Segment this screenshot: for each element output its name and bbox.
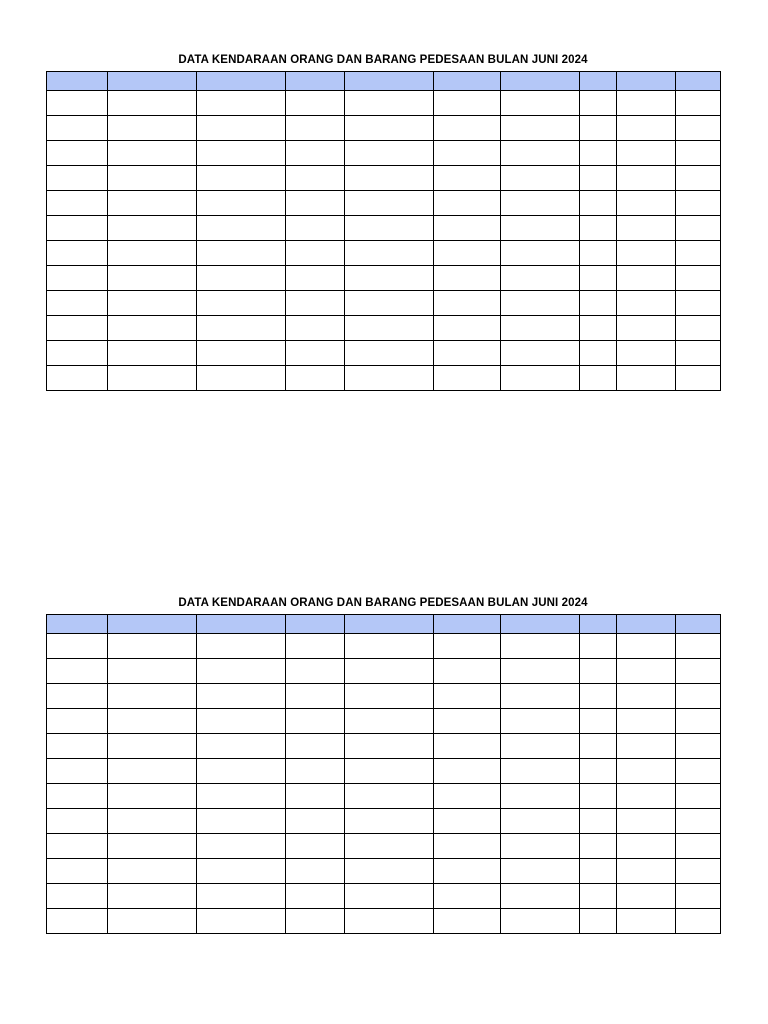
table-cell[interactable]	[197, 266, 286, 291]
table-cell[interactable]	[108, 316, 197, 341]
table-cell[interactable]	[47, 834, 108, 859]
table-cell[interactable]	[617, 859, 676, 884]
table-cell[interactable]	[501, 884, 580, 909]
table-cell[interactable]	[501, 141, 580, 166]
table-cell[interactable]	[108, 709, 197, 734]
table-cell[interactable]	[108, 191, 197, 216]
table-cell[interactable]	[501, 834, 580, 859]
table-cell[interactable]	[286, 834, 345, 859]
table-cell[interactable]	[286, 759, 345, 784]
table-cell[interactable]	[580, 141, 617, 166]
table-cell[interactable]	[501, 709, 580, 734]
table-cell[interactable]	[580, 784, 617, 809]
table-cell[interactable]	[434, 709, 501, 734]
table-cell[interactable]	[580, 634, 617, 659]
table-cell[interactable]	[197, 241, 286, 266]
table-cell[interactable]	[676, 291, 721, 316]
table-cell[interactable]	[580, 116, 617, 141]
table-cell[interactable]	[286, 266, 345, 291]
table-cell[interactable]	[108, 834, 197, 859]
table-cell[interactable]	[286, 784, 345, 809]
table-cell[interactable]	[617, 241, 676, 266]
table-cell[interactable]	[345, 634, 434, 659]
header-cell[interactable]	[345, 72, 434, 91]
table-cell[interactable]	[47, 266, 108, 291]
table-cell[interactable]	[434, 316, 501, 341]
table-cell[interactable]	[434, 241, 501, 266]
table-cell[interactable]	[197, 216, 286, 241]
header-cell[interactable]	[286, 72, 345, 91]
table-cell[interactable]	[286, 191, 345, 216]
table-cell[interactable]	[501, 166, 580, 191]
table-cell[interactable]	[108, 166, 197, 191]
table-cell[interactable]	[108, 909, 197, 934]
table-row	[47, 709, 721, 734]
table-cell[interactable]	[345, 709, 434, 734]
header-cell[interactable]	[501, 615, 580, 634]
table-cell[interactable]	[580, 366, 617, 391]
table-cell[interactable]	[197, 809, 286, 834]
table-cell[interactable]	[617, 141, 676, 166]
table-cell[interactable]	[108, 659, 197, 684]
table-cell[interactable]	[434, 659, 501, 684]
table-cell[interactable]	[197, 909, 286, 934]
table-row	[47, 216, 721, 241]
table-header-row	[47, 72, 721, 91]
table-cell[interactable]	[197, 684, 286, 709]
table-cell[interactable]	[434, 734, 501, 759]
table-cell[interactable]	[580, 859, 617, 884]
table-cell[interactable]	[197, 91, 286, 116]
table-cell[interactable]	[197, 884, 286, 909]
table-cell[interactable]	[286, 634, 345, 659]
header-cell[interactable]	[47, 615, 108, 634]
table-cell[interactable]	[617, 166, 676, 191]
table-cell[interactable]	[108, 759, 197, 784]
table-cell[interactable]	[345, 341, 434, 366]
table-cell[interactable]	[434, 759, 501, 784]
table-cell[interactable]	[286, 116, 345, 141]
table-cell[interactable]	[345, 884, 434, 909]
header-cell[interactable]	[580, 72, 617, 91]
table-cell[interactable]	[197, 784, 286, 809]
table-cell[interactable]	[676, 859, 721, 884]
table-cell[interactable]	[108, 266, 197, 291]
table-cell[interactable]	[676, 734, 721, 759]
table-cell[interactable]	[345, 216, 434, 241]
table-cell[interactable]	[501, 266, 580, 291]
table-cell[interactable]	[676, 141, 721, 166]
table-cell[interactable]	[197, 166, 286, 191]
table-cell[interactable]	[580, 166, 617, 191]
table-cell[interactable]	[108, 859, 197, 884]
table-cell[interactable]	[47, 784, 108, 809]
table-cell[interactable]	[580, 759, 617, 784]
table-cell[interactable]	[617, 784, 676, 809]
table-cell[interactable]	[434, 684, 501, 709]
table-row	[47, 91, 721, 116]
table-cell[interactable]	[580, 809, 617, 834]
table-cell[interactable]	[501, 659, 580, 684]
table-cell[interactable]	[108, 141, 197, 166]
table-cell[interactable]	[676, 834, 721, 859]
header-cell[interactable]	[108, 72, 197, 91]
table-cell[interactable]	[47, 684, 108, 709]
sheet-title: DATA KENDARAAN ORANG DAN BARANG PEDESAAN BULAN JUNI 2024	[178, 597, 588, 609]
table-cell[interactable]	[108, 366, 197, 391]
table-cell[interactable]	[434, 116, 501, 141]
table-cell[interactable]	[286, 216, 345, 241]
table-cell[interactable]	[676, 316, 721, 341]
table-cell[interactable]	[580, 241, 617, 266]
table-cell[interactable]	[286, 709, 345, 734]
table-cell[interactable]	[345, 241, 434, 266]
table-cell[interactable]	[434, 634, 501, 659]
table-cell[interactable]	[108, 684, 197, 709]
table-cell[interactable]	[108, 784, 197, 809]
table-row	[47, 784, 721, 809]
table-cell[interactable]	[617, 191, 676, 216]
table-cell[interactable]	[108, 884, 197, 909]
table-row	[47, 634, 721, 659]
table-cell[interactable]	[676, 659, 721, 684]
table-cell[interactable]	[676, 784, 721, 809]
table-cell[interactable]	[286, 316, 345, 341]
table-cell[interactable]	[617, 366, 676, 391]
table-row	[47, 859, 721, 884]
table-row	[47, 341, 721, 366]
vehicle-data-sheet-2	[46, 595, 720, 934]
table-row	[47, 809, 721, 834]
table-cell[interactable]	[47, 141, 108, 166]
table-cell[interactable]	[676, 216, 721, 241]
table-cell[interactable]	[434, 191, 501, 216]
table-cell[interactable]	[580, 684, 617, 709]
table-cell[interactable]	[47, 859, 108, 884]
table-cell[interactable]	[501, 809, 580, 834]
table-cell[interactable]	[617, 266, 676, 291]
table-cell[interactable]	[617, 316, 676, 341]
table-cell[interactable]	[580, 884, 617, 909]
vehicle-data-sheet-1	[46, 52, 720, 391]
table-cell[interactable]	[286, 859, 345, 884]
table-cell[interactable]	[501, 216, 580, 241]
table-row	[47, 909, 721, 934]
table-cell[interactable]	[286, 909, 345, 934]
table-cell[interactable]	[580, 316, 617, 341]
table-cell[interactable]	[617, 216, 676, 241]
table-cell[interactable]	[286, 241, 345, 266]
table-cell[interactable]	[676, 341, 721, 366]
table-cell[interactable]	[47, 341, 108, 366]
table-cell[interactable]	[501, 366, 580, 391]
sheet-title: DATA KENDARAAN ORANG DAN BARANG PEDESAAN BULAN JUNI 2024	[178, 54, 588, 66]
table-cell[interactable]	[501, 684, 580, 709]
table-cell[interactable]	[676, 884, 721, 909]
table-cell[interactable]	[676, 166, 721, 191]
table-cell[interactable]	[676, 91, 721, 116]
table-cell[interactable]	[345, 834, 434, 859]
table-cell[interactable]	[345, 166, 434, 191]
header-cell[interactable]	[617, 72, 676, 91]
table-cell[interactable]	[47, 709, 108, 734]
table-cell[interactable]	[108, 91, 197, 116]
table-cell[interactable]	[434, 341, 501, 366]
header-cell[interactable]	[197, 72, 286, 91]
table-cell[interactable]	[345, 759, 434, 784]
table-cell[interactable]	[286, 366, 345, 391]
table-cell[interactable]	[580, 659, 617, 684]
table-cell[interactable]	[580, 834, 617, 859]
table-cell[interactable]	[197, 341, 286, 366]
table-cell[interactable]	[434, 859, 501, 884]
table-row	[47, 759, 721, 784]
table-cell[interactable]	[580, 341, 617, 366]
table-cell[interactable]	[47, 366, 108, 391]
table-cell[interactable]	[108, 634, 197, 659]
table-cell[interactable]	[580, 216, 617, 241]
table-cell[interactable]	[617, 909, 676, 934]
table-cell[interactable]	[580, 909, 617, 934]
table-cell[interactable]	[501, 191, 580, 216]
table-cell[interactable]	[345, 291, 434, 316]
header-cell[interactable]	[676, 615, 721, 634]
table-row	[47, 684, 721, 709]
table-cell[interactable]	[108, 116, 197, 141]
table-row	[47, 366, 721, 391]
table-row	[47, 241, 721, 266]
table-cell[interactable]	[286, 734, 345, 759]
header-cell[interactable]	[676, 72, 721, 91]
header-cell[interactable]	[580, 615, 617, 634]
table-cell[interactable]	[47, 241, 108, 266]
table-cell[interactable]	[617, 634, 676, 659]
table-cell[interactable]	[580, 709, 617, 734]
table-cell[interactable]	[580, 266, 617, 291]
table-cell[interactable]	[345, 141, 434, 166]
table-cell[interactable]	[617, 684, 676, 709]
table-row	[47, 291, 721, 316]
table-cell[interactable]	[286, 684, 345, 709]
table-cell[interactable]	[286, 659, 345, 684]
table-cell[interactable]	[47, 909, 108, 934]
table-cell[interactable]	[47, 659, 108, 684]
header-cell[interactable]	[434, 72, 501, 91]
table-cell[interactable]	[345, 809, 434, 834]
table-cell[interactable]	[47, 291, 108, 316]
table-row	[47, 166, 721, 191]
table-cell[interactable]	[501, 909, 580, 934]
table-cell[interactable]	[501, 759, 580, 784]
table-row	[47, 734, 721, 759]
table-cell[interactable]	[434, 809, 501, 834]
vehicle-data-table	[46, 71, 721, 391]
table-cell[interactable]	[345, 316, 434, 341]
table-cell[interactable]	[501, 291, 580, 316]
table-cell[interactable]	[617, 759, 676, 784]
table-cell[interactable]	[108, 241, 197, 266]
table-cell[interactable]	[501, 634, 580, 659]
table-cell[interactable]	[47, 91, 108, 116]
table-row	[47, 884, 721, 909]
table-cell[interactable]	[47, 884, 108, 909]
table-cell[interactable]	[501, 316, 580, 341]
header-cell[interactable]	[434, 615, 501, 634]
table-cell[interactable]	[676, 809, 721, 834]
table-cell[interactable]	[286, 91, 345, 116]
table-cell[interactable]	[617, 291, 676, 316]
table-cell[interactable]	[108, 809, 197, 834]
table-cell[interactable]	[47, 191, 108, 216]
table-cell[interactable]	[434, 784, 501, 809]
table-cell[interactable]	[108, 291, 197, 316]
table-header-row	[47, 615, 721, 634]
table-cell[interactable]	[345, 659, 434, 684]
table-cell[interactable]	[617, 809, 676, 834]
table-cell[interactable]	[197, 291, 286, 316]
table-cell[interactable]	[434, 909, 501, 934]
table-row	[47, 316, 721, 341]
table-cell[interactable]	[434, 834, 501, 859]
table-cell[interactable]	[345, 116, 434, 141]
header-cell[interactable]	[617, 615, 676, 634]
header-cell[interactable]	[108, 615, 197, 634]
table-cell[interactable]	[108, 216, 197, 241]
table-cell[interactable]	[501, 341, 580, 366]
table-cell[interactable]	[197, 366, 286, 391]
table-cell[interactable]	[345, 734, 434, 759]
table-cell[interactable]	[345, 191, 434, 216]
table-row	[47, 141, 721, 166]
table-cell[interactable]	[197, 734, 286, 759]
table-cell[interactable]	[197, 191, 286, 216]
table-cell[interactable]	[434, 166, 501, 191]
table-cell[interactable]	[47, 166, 108, 191]
table-cell[interactable]	[501, 734, 580, 759]
table-cell[interactable]	[345, 784, 434, 809]
table-cell[interactable]	[580, 91, 617, 116]
table-cell[interactable]	[617, 116, 676, 141]
table-cell[interactable]	[197, 659, 286, 684]
table-cell[interactable]	[501, 91, 580, 116]
table-cell[interactable]	[676, 241, 721, 266]
table-cell[interactable]	[501, 241, 580, 266]
table-cell[interactable]	[286, 141, 345, 166]
table-cell[interactable]	[345, 859, 434, 884]
table-cell[interactable]	[676, 266, 721, 291]
table-cell[interactable]	[501, 859, 580, 884]
table-row	[47, 659, 721, 684]
table-cell[interactable]	[108, 734, 197, 759]
table-cell[interactable]	[580, 734, 617, 759]
table-cell[interactable]	[197, 316, 286, 341]
table-cell[interactable]	[580, 291, 617, 316]
table-row	[47, 116, 721, 141]
table-cell[interactable]	[676, 116, 721, 141]
table-cell[interactable]	[580, 191, 617, 216]
table-cell[interactable]	[345, 91, 434, 116]
table-cell[interactable]	[47, 216, 108, 241]
table-cell[interactable]	[501, 784, 580, 809]
table-cell[interactable]	[286, 166, 345, 191]
table-cell[interactable]	[676, 709, 721, 734]
header-cell[interactable]	[286, 615, 345, 634]
table-cell[interactable]	[676, 634, 721, 659]
table-cell[interactable]	[47, 316, 108, 341]
table-cell[interactable]	[434, 291, 501, 316]
table-cell[interactable]	[617, 709, 676, 734]
table-cell[interactable]	[197, 634, 286, 659]
table-cell[interactable]	[47, 116, 108, 141]
table-cell[interactable]	[286, 341, 345, 366]
header-cell[interactable]	[345, 615, 434, 634]
table-cell[interactable]	[47, 809, 108, 834]
table-cell[interactable]	[676, 191, 721, 216]
table-row	[47, 834, 721, 859]
table-cell[interactable]	[197, 759, 286, 784]
table-row	[47, 266, 721, 291]
table-cell[interactable]	[676, 759, 721, 784]
table-cell[interactable]	[47, 634, 108, 659]
table-cell[interactable]	[47, 734, 108, 759]
table-cell[interactable]	[345, 909, 434, 934]
header-cell[interactable]	[47, 72, 108, 91]
table-row	[47, 191, 721, 216]
table-cell[interactable]	[617, 734, 676, 759]
table-cell[interactable]	[434, 91, 501, 116]
table-cell[interactable]	[617, 91, 676, 116]
table-cell[interactable]	[434, 216, 501, 241]
table-cell[interactable]	[197, 141, 286, 166]
table-cell[interactable]	[617, 659, 676, 684]
vehicle-data-table	[46, 614, 721, 934]
table-cell[interactable]	[617, 884, 676, 909]
table-cell[interactable]	[676, 366, 721, 391]
table-cell[interactable]	[108, 341, 197, 366]
table-cell[interactable]	[501, 116, 580, 141]
table-cell[interactable]	[434, 884, 501, 909]
table-cell[interactable]	[286, 884, 345, 909]
table-cell[interactable]	[434, 266, 501, 291]
header-cell[interactable]	[197, 615, 286, 634]
table-cell[interactable]	[434, 141, 501, 166]
table-cell[interactable]	[345, 684, 434, 709]
header-cell[interactable]	[501, 72, 580, 91]
table-cell[interactable]	[617, 341, 676, 366]
table-cell[interactable]	[286, 291, 345, 316]
table-cell[interactable]	[345, 266, 434, 291]
table-cell[interactable]	[47, 759, 108, 784]
table-cell[interactable]	[197, 834, 286, 859]
table-cell[interactable]	[197, 859, 286, 884]
table-cell[interactable]	[197, 709, 286, 734]
table-cell[interactable]	[434, 366, 501, 391]
table-cell[interactable]	[676, 909, 721, 934]
table-cell[interactable]	[345, 366, 434, 391]
table-cell[interactable]	[197, 116, 286, 141]
table-cell[interactable]	[676, 684, 721, 709]
table-cell[interactable]	[286, 809, 345, 834]
table-cell[interactable]	[617, 834, 676, 859]
